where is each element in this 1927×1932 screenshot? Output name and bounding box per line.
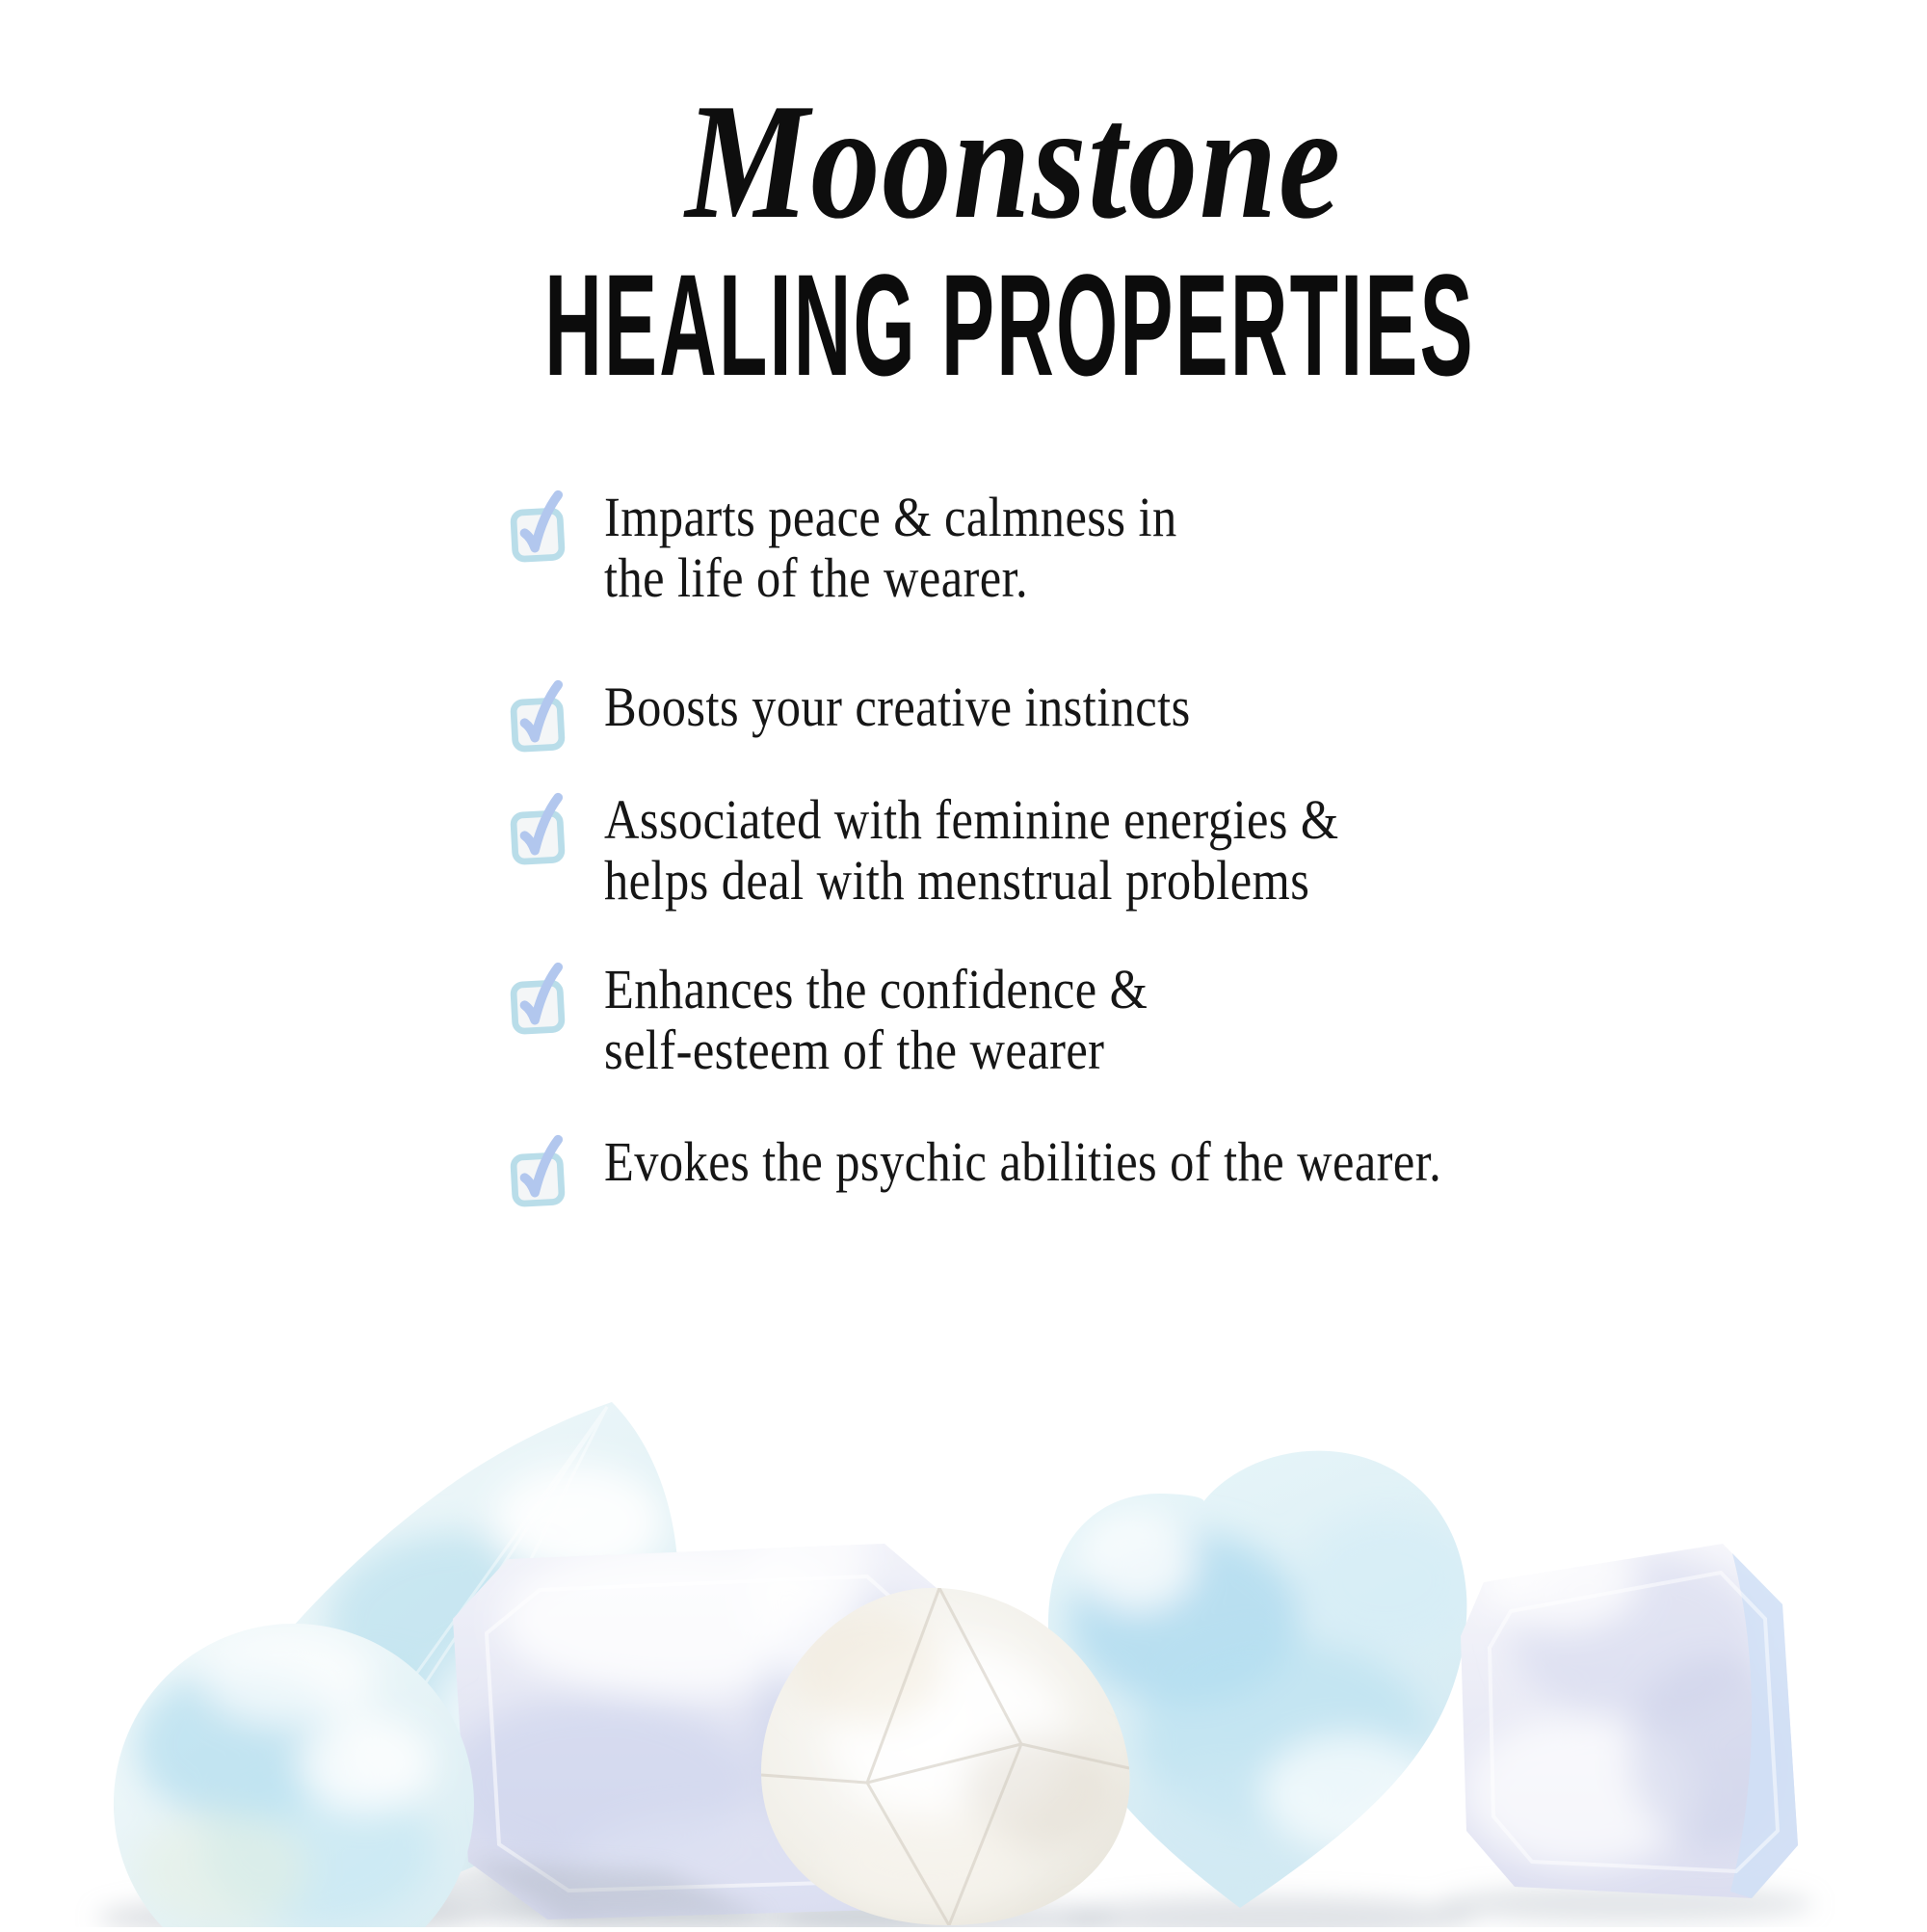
- list-item-line: Boosts your creative instincts: [604, 675, 1191, 738]
- checkbox-checked-icon: [510, 1131, 566, 1209]
- page-subtitle: HEALING PROPERTIES: [544, 244, 1475, 406]
- checkbox-checked-icon: [510, 959, 566, 1037]
- list-item-text: [604, 789, 1339, 911]
- list-item-text: [604, 676, 1191, 737]
- list-item-line: Imparts peace & calmness in: [604, 486, 1177, 548]
- page-title: Moonstone: [685, 70, 1342, 253]
- checkbox-checked-icon: [510, 676, 566, 754]
- moonstones-photo: [0, 1330, 1927, 1927]
- list-item-text: [604, 1131, 1441, 1192]
- list-item-line: the life of the wearer.: [604, 546, 1029, 609]
- list-item-line: Evokes the psychic abilities of the wearer.: [604, 1130, 1442, 1193]
- list-item: [510, 789, 1449, 911]
- list-item-line: Enhances the confidence &: [604, 958, 1148, 1020]
- checkbox-checked-icon: [510, 789, 566, 867]
- list-item-line: helps deal with menstrual problems: [604, 849, 1310, 912]
- checkbox-checked-icon: [510, 959, 566, 1037]
- list-item-line: self-esteem of the wearer: [604, 1019, 1105, 1081]
- checkbox-checked-icon: [510, 487, 566, 565]
- list-item-text: [604, 959, 1148, 1080]
- checkbox-checked-icon: [510, 1131, 566, 1209]
- stone-emerald-cut-right: [1461, 1532, 1802, 1898]
- list-item: [510, 487, 1262, 608]
- checkbox-checked-icon: [510, 789, 566, 867]
- list-item-line: Associated with feminine energies &: [604, 788, 1339, 851]
- checkbox-checked-icon: [510, 676, 566, 754]
- list-item: [510, 676, 1279, 754]
- list-item: [510, 1131, 1567, 1209]
- checkbox-checked-icon: [510, 487, 566, 565]
- list-item-text: [604, 487, 1177, 608]
- list-item: [510, 959, 1229, 1080]
- moonstones-photo-svg: [0, 1330, 1927, 1927]
